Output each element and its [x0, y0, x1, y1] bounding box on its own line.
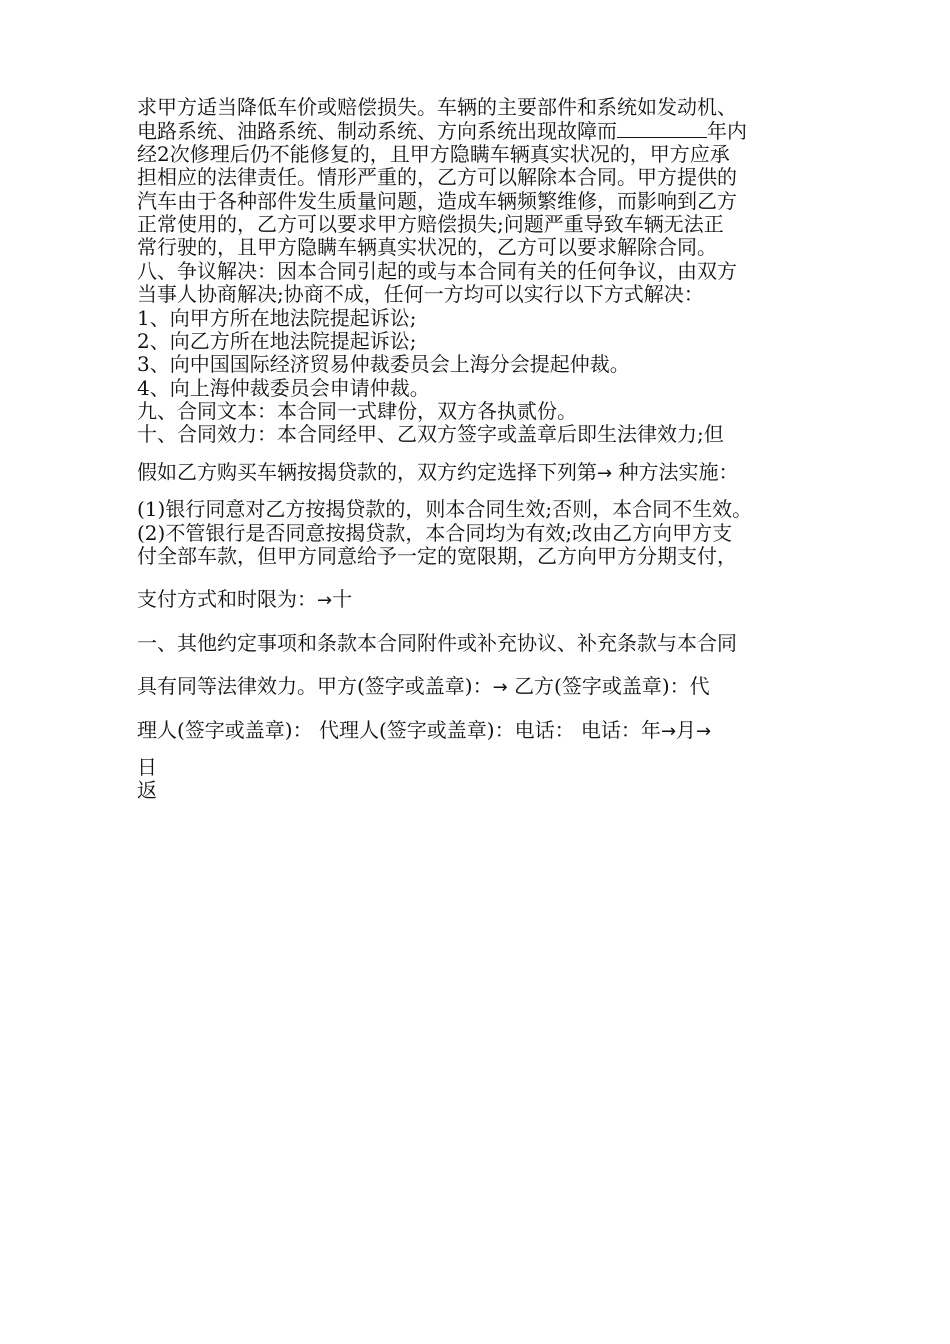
- text-line-18: [137, 522, 827, 545]
- line-text: 求甲方适当降低车价或赔偿损失。车辆的主要部件和系统如发动机、: [137, 95, 737, 119]
- text-line-14: [137, 400, 827, 423]
- line-text: 月: [676, 717, 697, 742]
- line-text: 4、向上海仲裁委员会申请仲裁。: [137, 375, 430, 400]
- contract-body: [137, 96, 827, 803]
- line-text: 十、合同效力：本合同经甲、乙双方签字或盖章后即生法律效力;但: [137, 422, 724, 447]
- text-line-3: [137, 143, 827, 166]
- line-text: 年内: [707, 119, 747, 144]
- text-line-23: [137, 719, 827, 742]
- line-text: (1)银行同意对乙方按揭贷款的，则本合同生效;否则，本合同不生效。: [137, 497, 753, 522]
- line-text: 日: [137, 754, 157, 779]
- text-line-13: [137, 377, 827, 400]
- line-text: 九、合同文本：本合同一式肆份，双方各执贰份。: [137, 399, 577, 424]
- line-text: 理人(签字或盖章)： 代理人(签字或盖章)：电话： 电话：年: [137, 717, 661, 742]
- text-line-20: [137, 588, 827, 611]
- text-line-21: [137, 632, 827, 655]
- line-text: 经2次修理后仍不能修复的，且甲方隐瞒车辆真实状况的，甲方应承: [137, 141, 730, 166]
- text-line-10: [137, 307, 827, 330]
- line-text: 八、争议解决：因本合同引起的或与本合同有关的任何争议，由双方: [137, 258, 737, 283]
- text-line-16: [137, 461, 827, 484]
- line-text: 担相应的法律责任。情形严重的，乙方可以解除本合同。甲方提供的: [137, 165, 737, 190]
- arrow-icon: →: [660, 720, 677, 742]
- line-text: 返: [137, 778, 157, 803]
- arrow-icon: →: [492, 677, 508, 699]
- line-text: 电路系统、油路系统、制动系统、方向系统出现故障而: [137, 119, 617, 144]
- text-line-12: [137, 353, 827, 376]
- line-text: 常行驶的，且甲方隐瞒车辆真实状况的，乙方可以要求解除合同。: [137, 235, 717, 260]
- text-line-8: [137, 260, 827, 283]
- text-line-15: [137, 423, 827, 446]
- arrow-icon: →: [696, 720, 712, 742]
- text-line-9: [137, 283, 827, 306]
- line-text: 正常使用的，乙方可以要求甲方赔偿损失;问题严重导致车辆无法正: [137, 211, 724, 236]
- arrow-icon: →: [597, 462, 613, 484]
- arrow-icon: →: [317, 590, 333, 612]
- line-text: 一、其他约定事项和条款本合同附件或补充协议、补充条款与本合同: [137, 630, 737, 655]
- line-text: 假如乙方购买车辆按揭贷款的，双方约定选择下列第: [137, 459, 597, 484]
- text-line-5: [137, 190, 827, 213]
- text-line-4: [137, 166, 827, 189]
- line-text: 乙方(签字或盖章)：代: [514, 674, 710, 699]
- line-text: 种方法实施：: [618, 459, 739, 484]
- line-text: (2)不管银行是否同意按揭贷款，本合同均为有效;改由乙方向甲方支: [137, 520, 733, 545]
- line-text: 当事人协商解决;协商不成，任何一方均可以实行以下方式解决：: [137, 282, 704, 307]
- text-line-24: [137, 756, 827, 779]
- text-line-17: [137, 498, 827, 521]
- line-text: 2、向乙方所在地法院提起诉讼;: [137, 328, 417, 353]
- text-line-7: [137, 236, 827, 259]
- line-text: 十: [332, 587, 353, 612]
- text-line-22: [137, 675, 827, 698]
- line-text: 付全部车款，但甲方同意给予一定的宽限期，乙方向甲方分期支付，: [137, 544, 737, 569]
- text-line-6: [137, 213, 827, 236]
- line-text: 支付方式和时限为：: [137, 587, 317, 612]
- line-text: 1、向甲方所在地法院提起诉讼;: [137, 305, 417, 330]
- text-line-11: [137, 330, 827, 353]
- line-text: 汽车由于各种部件发生质量问题，造成车辆频繁维修，而影响到乙方: [137, 188, 737, 213]
- text-line-25: [137, 779, 827, 802]
- line-text: 3、向中国国际经济贸易仲裁委员会上海分会提起仲裁。: [137, 352, 630, 377]
- text-line-1: [137, 96, 827, 119]
- blank-underline: [617, 119, 707, 138]
- text-line-2: [137, 119, 827, 142]
- line-text: 具有同等法律效力。甲方(签字或盖章)：: [137, 674, 493, 699]
- text-line-19: [137, 545, 827, 568]
